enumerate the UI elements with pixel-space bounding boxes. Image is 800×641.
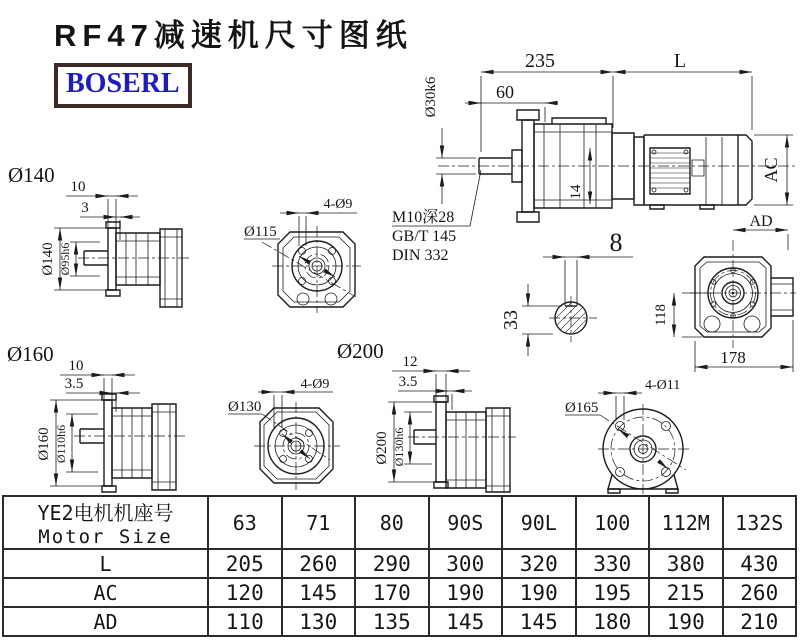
flange200-side-view [374,354,516,492]
cell-AC-132S: 260 [723,578,797,607]
flange140-dim-3: 3 [81,200,89,216]
square-flange130-view [228,339,384,490]
flange140-label: Ø140 [8,163,55,187]
dim-8: 8 [609,228,623,257]
note-din: DIN 332 [392,247,449,264]
note-tap: M10深28 [392,209,455,226]
square130-dim-bc: Ø130 [228,399,262,415]
dim-60: 60 [496,82,514,102]
col-80: 80 [355,496,429,549]
table-row-L [3,549,796,578]
shaft-section-view [500,228,633,356]
cell-AC-71: 145 [282,578,356,607]
round165-dim-bc: Ø165 [565,400,599,416]
page-title: RF47减速机尺寸图纸 [54,18,413,53]
note-gb: GB/T 145 [392,228,457,245]
flange140-dim-od: Ø140 [40,242,56,276]
cell-AD-90L: 145 [502,607,576,636]
side200-dim-35: 3.5 [398,374,418,390]
cell-L-90S: 300 [429,549,503,578]
cell-AD-100: 180 [576,607,650,636]
cell-AC-63: 120 [208,578,282,607]
row-label-AC: AC [3,578,208,607]
cell-AC-80: 170 [355,578,429,607]
col-63: 63 [208,496,282,549]
dim-33: 33 [500,310,522,330]
motor-size-table [2,495,797,637]
table-header-cn: YE2电机机座号 [37,501,174,525]
square115-dim-holes: 4-Ø9 [323,197,353,212]
cell-AD-80: 135 [355,607,429,636]
col-100: 100 [576,496,650,549]
col-112M: 112M [649,496,723,549]
square130-label: Ø200 [337,339,384,363]
flange160-dim-35: 3.5 [64,376,84,392]
col-90S: 90S [429,496,503,549]
cell-AD-132S: 210 [723,607,797,636]
row-label-L: L [3,549,208,578]
flange140-dim-spigot: Ø95h6 [58,242,72,276]
cell-AC-100: 195 [576,578,650,607]
dim-AC: AC [761,157,781,183]
dim-L: L [673,50,687,72]
col-132S: 132S [723,496,797,549]
main-assembly-view [392,50,798,264]
col-71: 71 [282,496,356,549]
round-flange165-view [565,378,690,494]
cell-L-80: 290 [355,549,429,578]
square115-dim-bc: Ø115 [244,224,277,240]
flange160-view [7,342,188,492]
dim-AD: AD [749,213,773,230]
cell-AD-71: 130 [282,607,356,636]
cell-AC-90S: 190 [429,578,503,607]
cell-L-90L: 320 [502,549,576,578]
side200-dim-spigot: Ø130h6 [392,427,406,467]
cell-L-100: 330 [576,549,650,578]
cell-AC-112M: 215 [649,578,723,607]
cell-L-63: 205 [208,549,282,578]
square130-dim-holes: 4-Ø9 [300,377,330,392]
table-row-AD [3,607,796,636]
flange140-dim-10: 10 [70,179,86,195]
square-flange115-view [244,197,361,313]
flange160-dim-spigot: Ø110h6 [54,424,68,464]
cell-AC-90L: 190 [502,578,576,607]
dim-118: 118 [653,304,669,326]
cell-L-112M: 380 [649,549,723,578]
table-header-cell [3,496,208,549]
side200-dim-12: 12 [402,354,418,370]
boserl-logo: BOSERL [54,63,192,108]
row-label-AD: AD [3,607,208,636]
col-90L: 90L [502,496,576,549]
table-row-AC [3,578,796,607]
cell-L-71: 260 [282,549,356,578]
dim-14: 14 [568,184,584,200]
dim-235: 235 [525,50,555,72]
cell-AD-63: 110 [208,607,282,636]
flange140-view [8,163,190,307]
cell-L-132S: 430 [723,549,797,578]
flange160-label: Ø160 [7,342,54,366]
dim-178: 178 [720,348,746,367]
cell-AD-112M: 190 [649,607,723,636]
dim-shaft-diameter: Ø30k6 [423,76,439,118]
table-header-en: Motor Size [38,526,173,548]
cell-AD-90S: 145 [429,607,503,636]
flange160-dim-od: Ø160 [36,427,52,461]
round165-dim-holes: 4-Ø11 [645,378,681,393]
side200-dim-od: Ø200 [374,431,390,465]
gearbox-front-view [653,213,796,372]
flange160-dim-10: 10 [68,358,84,374]
